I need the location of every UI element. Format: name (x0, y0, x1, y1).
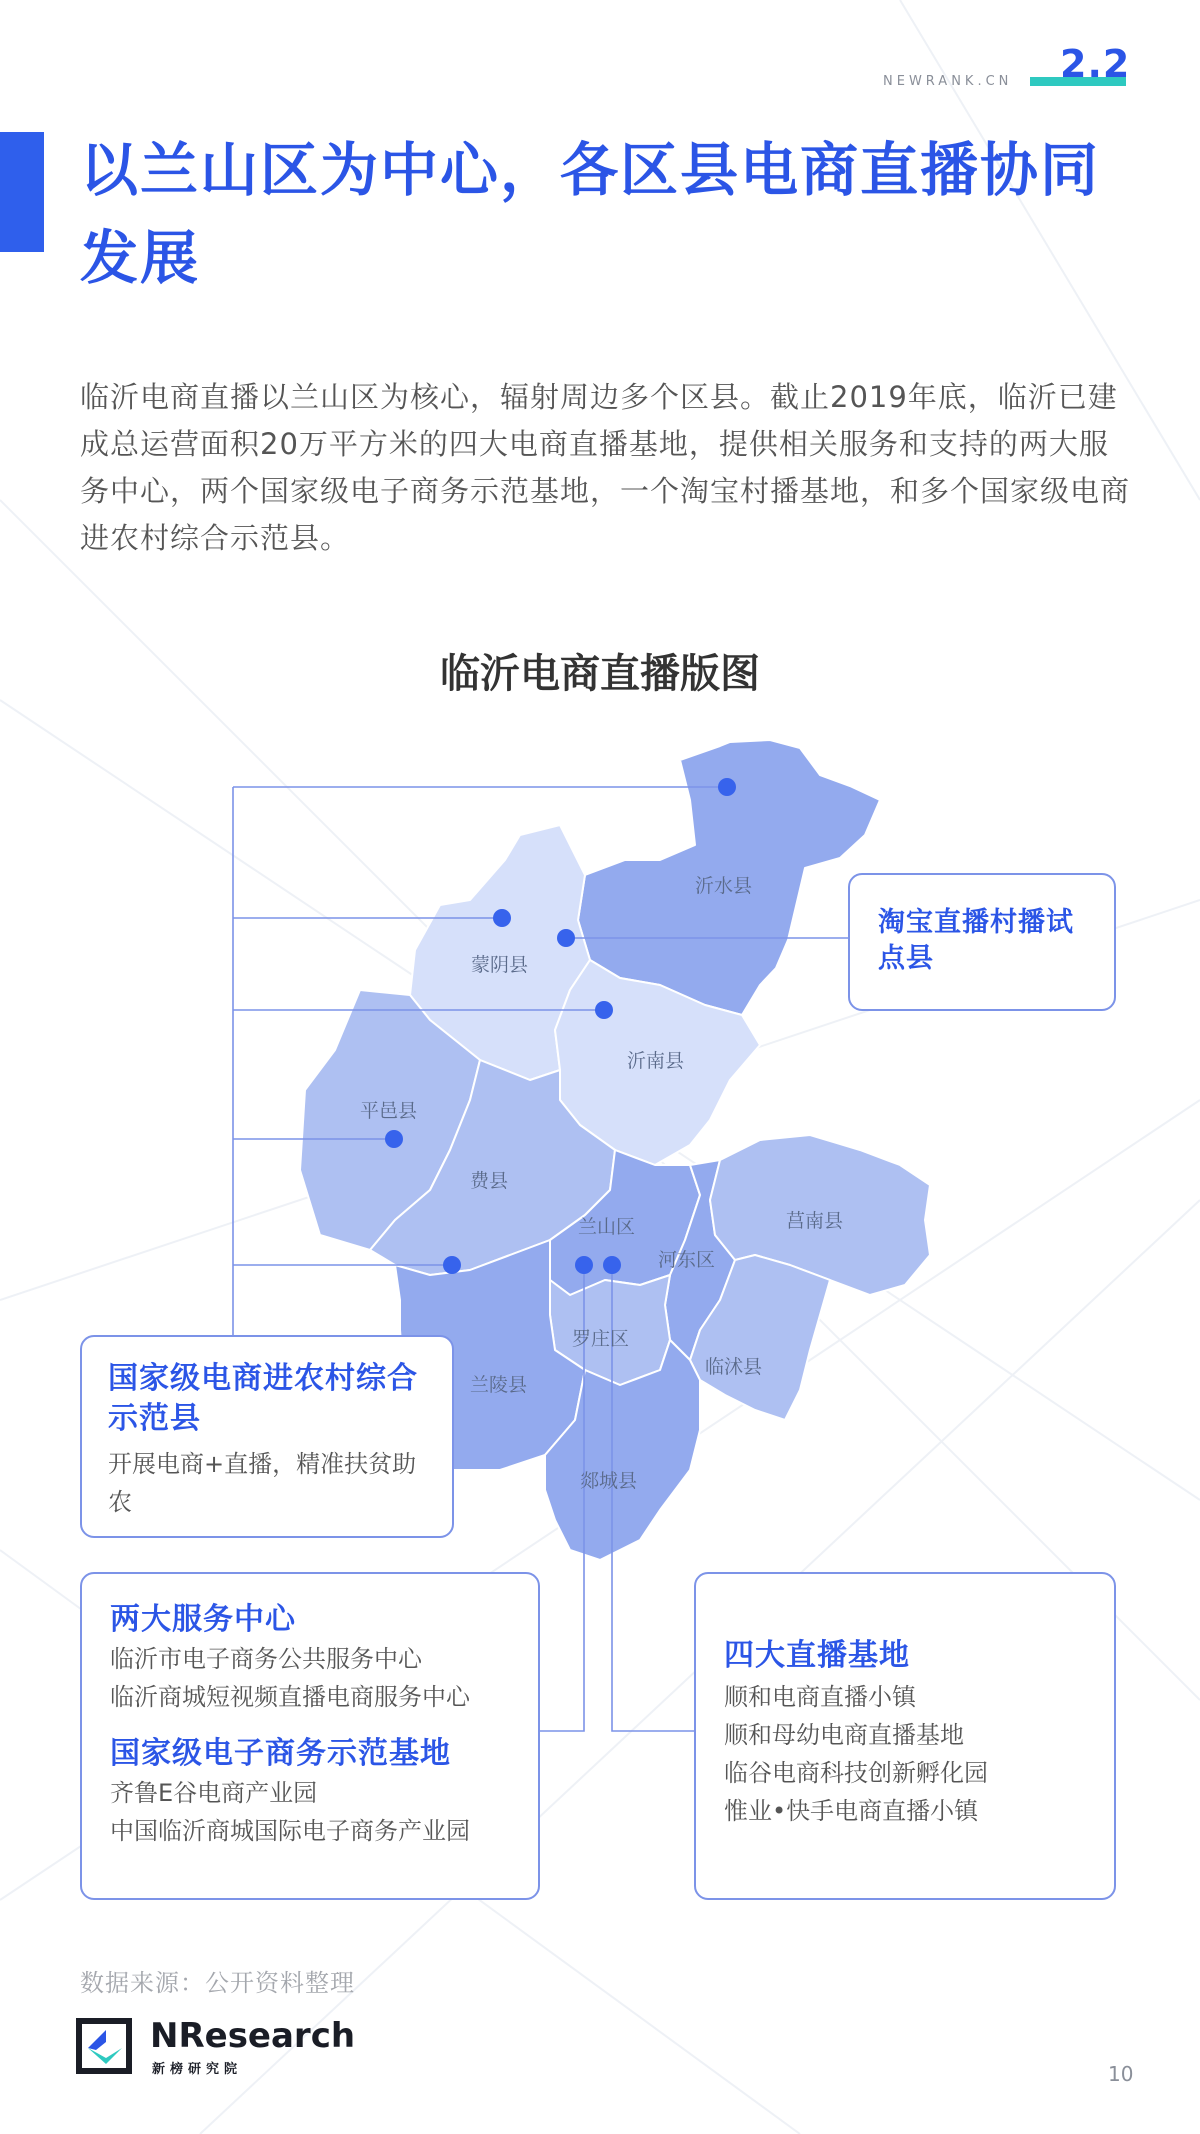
card-services-item2: 齐鲁E谷电商产业园 (110, 1779, 318, 1807)
map-dot-mengyin (493, 909, 511, 927)
region-label-yishui: 沂水县 (695, 875, 753, 897)
data-source: 数据来源：公开资料整理 (80, 1969, 355, 1997)
intro-paragraph: 临沂电商直播以兰山区为核心，辐射周边多个区县。截止2019年底，临沂已建成总运营面积20万平方米的四大电商直播基地，提供相关服务和支持的两大服务中心，两个国家级电子商务示范基地，一个淘宝村播基地，和多个国家级电商进农村综合示范县。 (80, 380, 1131, 555)
card-bases-item: 惟业•快手电商直播小镇 (724, 1797, 979, 1825)
card-bases-item: 顺和母幼电商直播基地 (724, 1721, 964, 1749)
site-url: NEWRANK.CN (883, 74, 1013, 89)
region-label-junan: 莒南县 (786, 1210, 844, 1232)
card-national-rural (80, 1335, 454, 1538)
card-bases (694, 1572, 1116, 1900)
card-bases-item: 顺和电商直播小镇 (724, 1683, 916, 1711)
card-services-title: 两大服务中心 (110, 1602, 296, 1637)
card-services-item: 临沂商城短视频直播电商服务中心 (110, 1683, 470, 1711)
card-bases-item: 临谷电商科技创新孵化园 (724, 1759, 988, 1787)
card-services-item2: 中国临沂商城国际电子商务产业园 (110, 1817, 470, 1845)
region-label-feixian: 费县 (470, 1170, 509, 1192)
region-label-lanshan: 兰山区 (578, 1216, 636, 1238)
region-label-mengyin: 蒙阴县 (471, 954, 529, 976)
section-number: 2.2 (1060, 42, 1131, 86)
map-title: 临沂电商直播版图 (440, 651, 760, 697)
nresearch-logo-icon (76, 2018, 132, 2074)
page-title: 以兰山区为中心，各区县电商直播协同发展 (80, 136, 1101, 292)
region-label-pingyi: 平邑县 (360, 1100, 418, 1122)
page-number: 10 (1108, 2062, 1134, 2086)
region-label-tancheng: 郯城县 (580, 1470, 638, 1492)
card-national-rural-title: 国家级电商进农村综合示范县 (108, 1361, 418, 1436)
map-dot-yinan (595, 1001, 613, 1019)
card-bases-title: 四大直播基地 (724, 1638, 910, 1673)
region-label-linshu: 临沭县 (705, 1356, 763, 1378)
card-services-title2: 国家级电子商务示范基地 (110, 1736, 451, 1771)
card-taobao-title: 淘宝直播村播试点县 (878, 907, 1074, 974)
region-label-hedong: 河东区 (658, 1249, 716, 1271)
map-dot-feixian (443, 1256, 461, 1274)
map-dot-taobao (557, 929, 575, 947)
brand-subtitle: 新榜研究院 (152, 2062, 243, 2077)
region-label-luozhuang: 罗庄区 (572, 1328, 630, 1350)
card-services (80, 1572, 540, 1900)
region-label-yinan: 沂南县 (627, 1050, 685, 1072)
map-dot-yishui (718, 778, 736, 796)
map-dot-lanshan-services (575, 1256, 593, 1274)
card-taobao (848, 873, 1116, 1011)
card-national-rural-desc: 开展电商+直播，精准扶贫助农 (108, 1450, 417, 1516)
card-services-item: 临沂市电子商务公共服务中心 (110, 1645, 422, 1673)
map-dot-pingyi (385, 1130, 403, 1148)
map-dot-lanshan-bases (603, 1256, 621, 1274)
brand-name: NResearch (150, 2016, 356, 2056)
region-label-lanling: 兰陵县 (470, 1374, 528, 1396)
